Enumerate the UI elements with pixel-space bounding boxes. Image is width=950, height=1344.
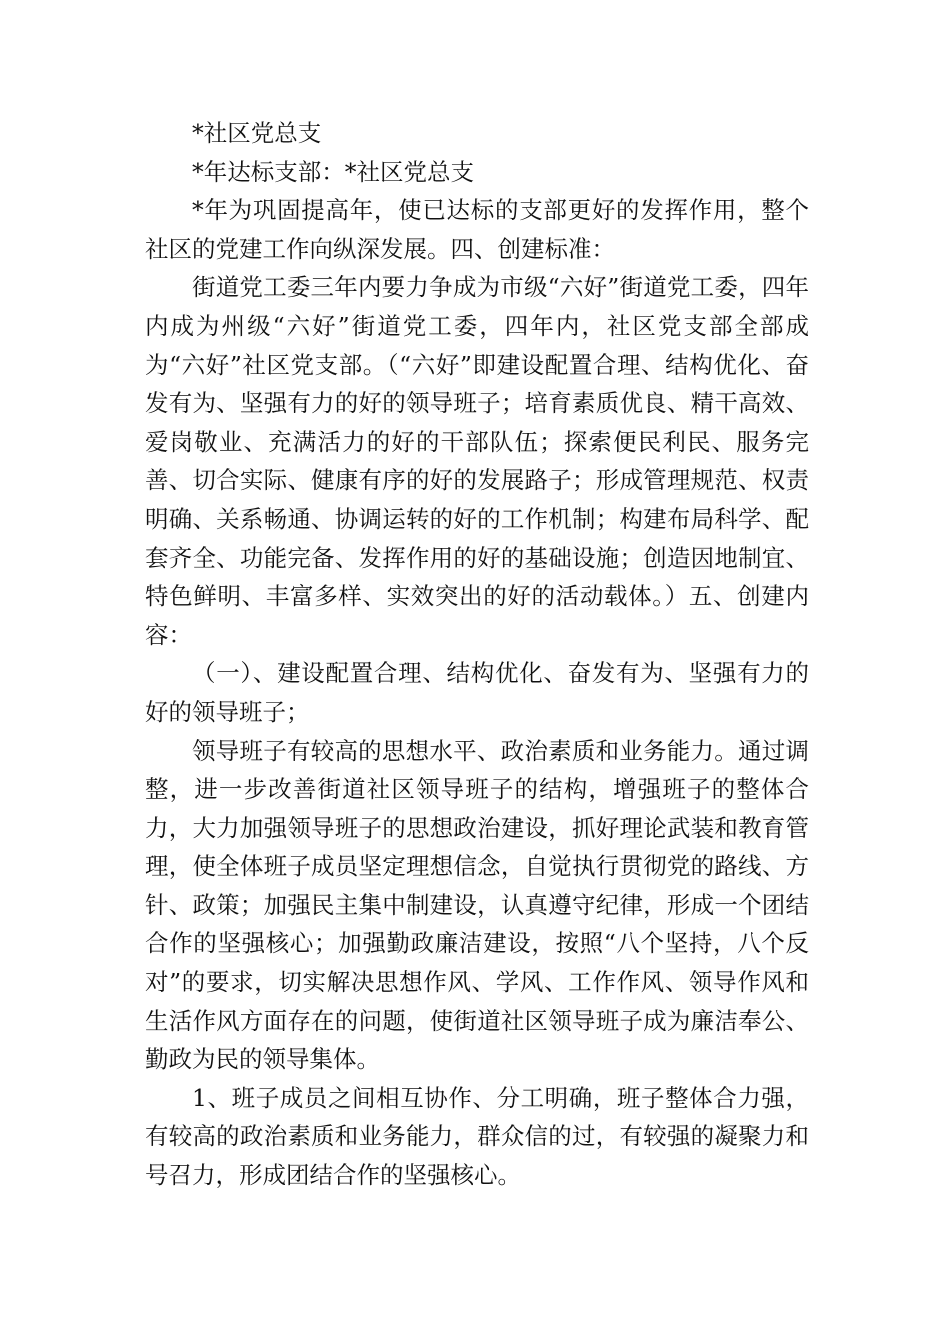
document-page <box>145 114 809 1195</box>
paragraph-7: 1、班子成员之间相互协作、分工明确，班子整体合力强，有较高的政治素质和业务能力，群众信的过，有较强的凝聚力和号召力，形成团结合作的坚强核心。 <box>145 1083 809 1190</box>
paragraph-1: *社区党总支 <box>192 119 322 147</box>
paragraph-2: *年达标支部：*社区党总支 <box>192 157 474 186</box>
paragraph-4: 街道党工委三年内要力争成为市级“六好”街道党工委，四年内成为州级“六好”街道党工委，四年内，社区党支部全部成为“六好”社区党支部。（“六好”即建设配置合理、结构优化、奋发有为、坚强有力的好的领导班子；培育素质优良、精干高效、爱岗敬业、充满活力的好的干部队伍；探索便民利民、服务完善、切合实际、健康有序的好的发展路子；形成管理规范、权责明确、关系畅通、协调运转的好的工作机制；构建布局科学、配套齐全、功能完备、发挥作用的好的基础设施；创造因地制宜、特色鲜明、丰富多样、实效突出的好的活动载体。）五、创建内容： <box>145 273 809 649</box>
paragraph-3: *年为巩固提高年，使已达标的支部更好的发挥作用，整个社区的党建工作向纵深发展。四、创建标准： <box>145 196 809 263</box>
paragraph-5: （一）、建设配置合理、结构优化、奋发有为、坚强有力的好的领导班子； <box>145 659 809 726</box>
paragraph-6: 领导班子有较高的思想水平、政治素质和业务能力。通过调整，进一步改善街道社区领导班子的结构，增强班子的整体合力，大力加强领导班子的思想政治建设，抓好理论武装和教育管理，使全体班子成员坚定理想信念，自觉执行贯彻党的路线、方针、政策；加强民主集中制建设，认真遵守纪律，形成一个团结合作的坚强核心；加强勤政廉洁建设，按照“八个坚持，八个反对”的要求，切实解决思想作风、学风、工作作风、领导作风和生活作风方面存在的问题，使街道社区领导班子成为廉洁奉公、勤政为民的领导集体。 <box>145 736 809 1074</box>
